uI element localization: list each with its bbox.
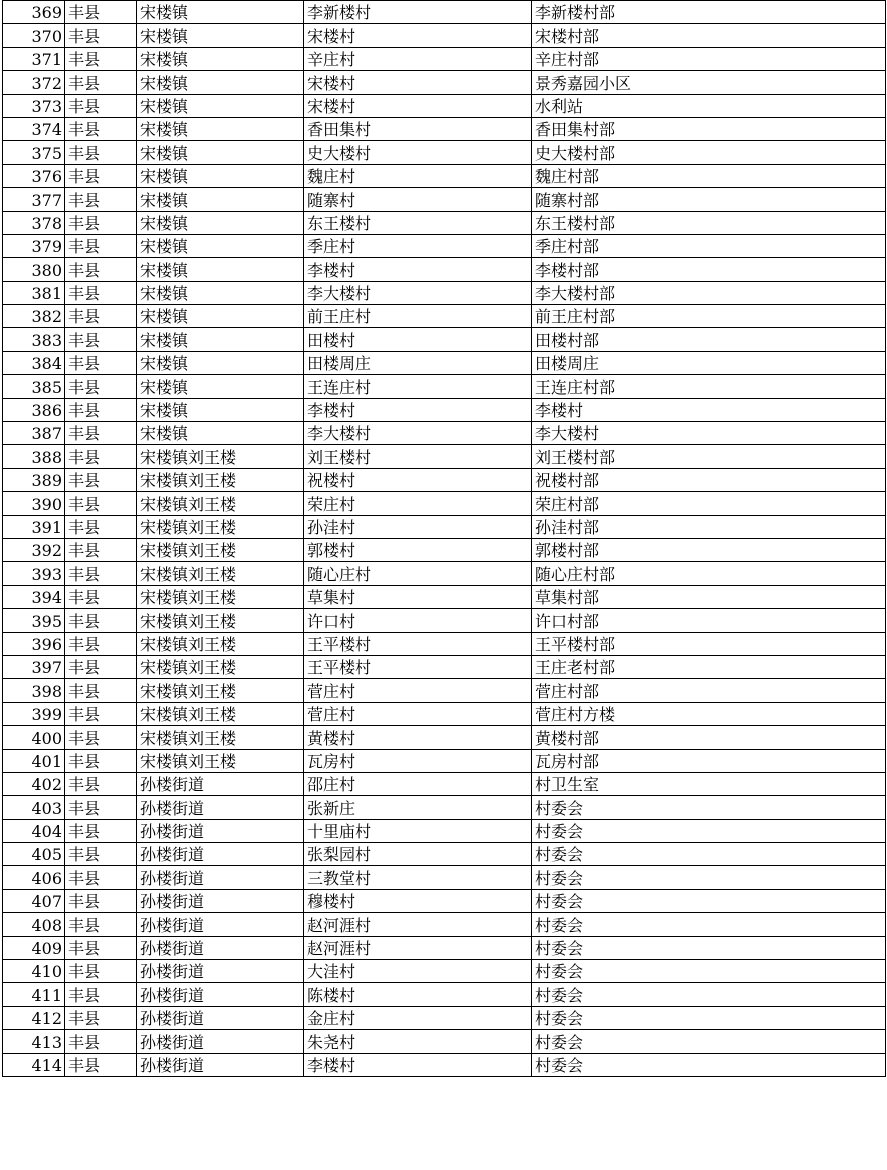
row-number-cell[interactable]: 371: [3, 47, 65, 70]
location-cell[interactable]: 李新楼村部: [532, 1, 886, 24]
village-cell[interactable]: 赵河涯村: [304, 936, 532, 959]
village-cell[interactable]: 赵河涯村: [304, 913, 532, 936]
location-cell[interactable]: 香田集村部: [532, 117, 886, 140]
town-cell[interactable]: 孙楼街道: [137, 843, 304, 866]
town-cell[interactable]: 孙楼街道: [137, 960, 304, 983]
village-cell[interactable]: 随寨村: [304, 188, 532, 211]
table-row: [3, 117, 886, 140]
row-number-cell[interactable]: 411: [3, 983, 65, 1006]
town-cell[interactable]: 宋楼镇: [137, 71, 304, 94]
row-number-cell[interactable]: 390: [3, 492, 65, 515]
table-row: [3, 164, 886, 187]
row-number-cell[interactable]: 379: [3, 234, 65, 257]
town-cell[interactable]: 宋楼镇刘王楼: [137, 655, 304, 678]
location-cell[interactable]: 荣庄村部: [532, 492, 886, 515]
row-number-cell[interactable]: 384: [3, 351, 65, 374]
table-row: [3, 94, 886, 117]
row-number-cell[interactable]: 391: [3, 515, 65, 538]
village-cell[interactable]: 孙洼村: [304, 515, 532, 538]
town-cell[interactable]: 宋楼镇: [137, 94, 304, 117]
row-number-cell[interactable]: 386: [3, 398, 65, 421]
row-number-cell[interactable]: 405: [3, 843, 65, 866]
table-row: [3, 328, 886, 351]
row-number-cell[interactable]: 383: [3, 328, 65, 351]
table-row: [3, 843, 886, 866]
county-cell[interactable]: 丰县: [65, 866, 137, 889]
village-cell[interactable]: 宋楼村: [304, 24, 532, 47]
location-cell[interactable]: 许口村部: [532, 609, 886, 632]
county-cell[interactable]: 丰县: [65, 1030, 137, 1053]
table-row: [3, 960, 886, 983]
village-cell[interactable]: 邵庄村: [304, 772, 532, 795]
village-cell[interactable]: 王连庄村: [304, 375, 532, 398]
county-cell[interactable]: 丰县: [65, 468, 137, 491]
county-cell[interactable]: 丰县: [65, 655, 137, 678]
location-cell[interactable]: 村委会: [532, 983, 886, 1006]
county-cell[interactable]: 丰县: [65, 188, 137, 211]
county-cell[interactable]: 丰县: [65, 585, 137, 608]
row-number-cell[interactable]: 382: [3, 305, 65, 328]
county-cell[interactable]: 丰县: [65, 328, 137, 351]
county-cell[interactable]: 丰县: [65, 422, 137, 445]
row-number-cell[interactable]: 376: [3, 164, 65, 187]
county-cell[interactable]: 丰县: [65, 889, 137, 912]
location-cell[interactable]: 季庄村部: [532, 234, 886, 257]
location-cell[interactable]: 村委会: [532, 936, 886, 959]
table-row: [3, 772, 886, 795]
table-row: [3, 24, 886, 47]
row-number-cell[interactable]: 389: [3, 468, 65, 491]
row-number-cell[interactable]: 402: [3, 772, 65, 795]
location-cell[interactable]: 村委会: [532, 913, 886, 936]
table-row: [3, 632, 886, 655]
row-number-cell[interactable]: 385: [3, 375, 65, 398]
table-row: [3, 375, 886, 398]
table-row: [3, 1053, 886, 1076]
location-cell[interactable]: 田楼村部: [532, 328, 886, 351]
location-cell[interactable]: 郭楼村部: [532, 538, 886, 561]
table-row: [3, 819, 886, 842]
county-cell[interactable]: 丰县: [65, 772, 137, 795]
county-cell[interactable]: 丰县: [65, 1053, 137, 1076]
village-cell[interactable]: 李新楼村: [304, 1, 532, 24]
location-cell[interactable]: 王庄老村部: [532, 655, 886, 678]
row-number-cell[interactable]: 369: [3, 1, 65, 24]
location-cell[interactable]: 王平楼村部: [532, 632, 886, 655]
table-row: [3, 258, 886, 281]
row-number-cell[interactable]: 401: [3, 749, 65, 772]
location-cell[interactable]: 菅庄村部: [532, 679, 886, 702]
location-cell[interactable]: 李大楼村部: [532, 281, 886, 304]
village-cell[interactable]: 朱尧村: [304, 1030, 532, 1053]
town-cell[interactable]: 孙楼街道: [137, 1053, 304, 1076]
row-number-cell[interactable]: 374: [3, 117, 65, 140]
table-row: [3, 351, 886, 374]
table-row: [3, 422, 886, 445]
row-number-cell[interactable]: 410: [3, 960, 65, 983]
row-number-cell[interactable]: 381: [3, 281, 65, 304]
town-cell[interactable]: 宋楼镇: [137, 351, 304, 374]
town-cell[interactable]: 宋楼镇刘王楼: [137, 538, 304, 561]
table-row: [3, 679, 886, 702]
location-cell[interactable]: 东王楼村部: [532, 211, 886, 234]
location-cell[interactable]: 菅庄村方楼: [532, 702, 886, 725]
table-row: [3, 889, 886, 912]
county-cell[interactable]: 丰县: [65, 211, 137, 234]
location-cell[interactable]: 宋楼村部: [532, 24, 886, 47]
location-cell[interactable]: 魏庄村部: [532, 164, 886, 187]
village-cell[interactable]: 大洼村: [304, 960, 532, 983]
village-cell[interactable]: 瓦房村: [304, 749, 532, 772]
village-cell[interactable]: 王平楼村: [304, 632, 532, 655]
row-number-cell[interactable]: 396: [3, 632, 65, 655]
table-row: [3, 492, 886, 515]
town-cell[interactable]: 孙楼街道: [137, 983, 304, 1006]
county-cell[interactable]: 丰县: [65, 702, 137, 725]
county-cell[interactable]: 丰县: [65, 796, 137, 819]
row-number-cell[interactable]: 406: [3, 866, 65, 889]
county-cell[interactable]: 丰县: [65, 305, 137, 328]
table-row: [3, 538, 886, 561]
village-cell[interactable]: 香田集村: [304, 117, 532, 140]
row-number-cell[interactable]: 373: [3, 94, 65, 117]
village-cell[interactable]: 金庄村: [304, 1006, 532, 1029]
county-cell[interactable]: 丰县: [65, 351, 137, 374]
town-cell[interactable]: 宋楼镇刘王楼: [137, 632, 304, 655]
table-row: [3, 983, 886, 1006]
town-cell[interactable]: 宋楼镇: [137, 211, 304, 234]
row-number-cell[interactable]: 387: [3, 422, 65, 445]
location-cell[interactable]: 辛庄村部: [532, 47, 886, 70]
town-cell[interactable]: 宋楼镇: [137, 422, 304, 445]
town-cell[interactable]: 宋楼镇刘王楼: [137, 609, 304, 632]
town-cell[interactable]: 宋楼镇: [137, 117, 304, 140]
row-number-cell[interactable]: 407: [3, 889, 65, 912]
location-cell[interactable]: 水利站: [532, 94, 886, 117]
location-cell[interactable]: 王连庄村部: [532, 375, 886, 398]
village-cell[interactable]: 王平楼村: [304, 655, 532, 678]
row-number-cell[interactable]: 399: [3, 702, 65, 725]
row-number-cell[interactable]: 388: [3, 445, 65, 468]
village-cell[interactable]: 张梨园村: [304, 843, 532, 866]
village-cell[interactable]: 随心庄村: [304, 562, 532, 585]
location-cell[interactable]: 草集村部: [532, 585, 886, 608]
location-cell[interactable]: 李楼村: [532, 398, 886, 421]
town-cell[interactable]: 宋楼镇刘王楼: [137, 726, 304, 749]
row-number-cell[interactable]: 403: [3, 796, 65, 819]
village-cell[interactable]: 东王楼村: [304, 211, 532, 234]
county-cell[interactable]: 丰县: [65, 936, 137, 959]
table-row: [3, 515, 886, 538]
town-cell[interactable]: 孙楼街道: [137, 772, 304, 795]
town-cell[interactable]: 孙楼街道: [137, 1006, 304, 1029]
table-row: [3, 71, 886, 94]
location-cell[interactable]: 村委会: [532, 889, 886, 912]
town-cell[interactable]: 孙楼街道: [137, 819, 304, 842]
county-cell[interactable]: 丰县: [65, 492, 137, 515]
row-number-cell[interactable]: 414: [3, 1053, 65, 1076]
town-cell[interactable]: 宋楼镇刘王楼: [137, 585, 304, 608]
row-number-cell[interactable]: 377: [3, 188, 65, 211]
town-cell[interactable]: 宋楼镇: [137, 47, 304, 70]
village-cell[interactable]: 前王庄村: [304, 305, 532, 328]
location-cell[interactable]: 景秀嘉园小区: [532, 71, 886, 94]
location-cell[interactable]: 刘王楼村部: [532, 445, 886, 468]
location-cell[interactable]: 田楼周庄: [532, 351, 886, 374]
town-cell[interactable]: 孙楼街道: [137, 866, 304, 889]
row-number-cell[interactable]: 395: [3, 609, 65, 632]
location-cell[interactable]: 村卫生室: [532, 772, 886, 795]
location-cell[interactable]: 黄楼村部: [532, 726, 886, 749]
location-cell[interactable]: 村委会: [532, 866, 886, 889]
village-cell[interactable]: 许口村: [304, 609, 532, 632]
town-cell[interactable]: 宋楼镇: [137, 258, 304, 281]
county-cell[interactable]: 丰县: [65, 632, 137, 655]
village-cell[interactable]: 宋楼村: [304, 94, 532, 117]
county-cell[interactable]: 丰县: [65, 679, 137, 702]
village-cell[interactable]: 宋楼村: [304, 71, 532, 94]
county-cell[interactable]: 丰县: [65, 1006, 137, 1029]
table-row: [3, 913, 886, 936]
table-row: [3, 726, 886, 749]
data-table: [2, 0, 886, 1077]
town-cell[interactable]: 孙楼街道: [137, 889, 304, 912]
table-row: [3, 47, 886, 70]
village-cell[interactable]: 荣庄村: [304, 492, 532, 515]
county-cell[interactable]: 丰县: [65, 843, 137, 866]
table-row: [3, 468, 886, 491]
table-row: [3, 655, 886, 678]
table-row: [3, 585, 886, 608]
county-cell[interactable]: 丰县: [65, 94, 137, 117]
village-cell[interactable]: 田楼村: [304, 328, 532, 351]
table-row: [3, 936, 886, 959]
table-row: [3, 866, 886, 889]
location-cell[interactable]: 随心庄村部: [532, 562, 886, 585]
county-cell[interactable]: 丰县: [65, 913, 137, 936]
town-cell[interactable]: 宋楼镇刘王楼: [137, 468, 304, 491]
table-row: [3, 1006, 886, 1029]
row-number-cell[interactable]: 372: [3, 71, 65, 94]
row-number-cell[interactable]: 378: [3, 211, 65, 234]
location-cell[interactable]: 村委会: [532, 960, 886, 983]
location-cell[interactable]: 村委会: [532, 1006, 886, 1029]
table-row: [3, 398, 886, 421]
row-number-cell[interactable]: 392: [3, 538, 65, 561]
county-cell[interactable]: 丰县: [65, 538, 137, 561]
county-cell[interactable]: 丰县: [65, 726, 137, 749]
table-row: [3, 1, 886, 24]
village-cell[interactable]: 菅庄村: [304, 679, 532, 702]
town-cell[interactable]: 宋楼镇: [137, 234, 304, 257]
village-cell[interactable]: 田楼周庄: [304, 351, 532, 374]
county-cell[interactable]: 丰县: [65, 141, 137, 164]
town-cell[interactable]: 孙楼街道: [137, 936, 304, 959]
row-number-cell[interactable]: 375: [3, 141, 65, 164]
row-number-cell[interactable]: 404: [3, 819, 65, 842]
table-row: [3, 141, 886, 164]
town-cell[interactable]: 宋楼镇: [137, 164, 304, 187]
location-cell[interactable]: 村委会: [532, 819, 886, 842]
location-cell[interactable]: 李大楼村: [532, 422, 886, 445]
town-cell[interactable]: 宋楼镇刘王楼: [137, 679, 304, 702]
village-cell[interactable]: 草集村: [304, 585, 532, 608]
town-cell[interactable]: 宋楼镇: [137, 375, 304, 398]
location-cell[interactable]: 祝楼村部: [532, 468, 886, 491]
town-cell[interactable]: 孙楼街道: [137, 1030, 304, 1053]
county-cell[interactable]: 丰县: [65, 24, 137, 47]
location-cell[interactable]: 前王庄村部: [532, 305, 886, 328]
town-cell[interactable]: 宋楼镇: [137, 141, 304, 164]
town-cell[interactable]: 宋楼镇: [137, 328, 304, 351]
town-cell[interactable]: 宋楼镇刘王楼: [137, 515, 304, 538]
village-cell[interactable]: 郭楼村: [304, 538, 532, 561]
village-cell[interactable]: 李楼村: [304, 258, 532, 281]
village-cell[interactable]: 十里庙村: [304, 819, 532, 842]
county-cell[interactable]: 丰县: [65, 281, 137, 304]
location-cell[interactable]: 村委会: [532, 1053, 886, 1076]
county-cell[interactable]: 丰县: [65, 445, 137, 468]
table-row: [3, 211, 886, 234]
row-number-cell[interactable]: 413: [3, 1030, 65, 1053]
town-cell[interactable]: 宋楼镇: [137, 188, 304, 211]
village-cell[interactable]: 李大楼村: [304, 281, 532, 304]
village-cell[interactable]: 刘王楼村: [304, 445, 532, 468]
village-cell[interactable]: 穆楼村: [304, 889, 532, 912]
row-number-cell[interactable]: 393: [3, 562, 65, 585]
county-cell[interactable]: 丰县: [65, 398, 137, 421]
town-cell[interactable]: 孙楼街道: [137, 913, 304, 936]
table-row: [3, 1030, 886, 1053]
town-cell[interactable]: 宋楼镇: [137, 1, 304, 24]
village-cell[interactable]: 季庄村: [304, 234, 532, 257]
location-cell[interactable]: 村委会: [532, 1030, 886, 1053]
county-cell[interactable]: 丰县: [65, 47, 137, 70]
village-cell[interactable]: 史大楼村: [304, 141, 532, 164]
county-cell[interactable]: 丰县: [65, 960, 137, 983]
county-cell[interactable]: 丰县: [65, 234, 137, 257]
village-cell[interactable]: 黄楼村: [304, 726, 532, 749]
table-row: [3, 445, 886, 468]
county-cell[interactable]: 丰县: [65, 819, 137, 842]
town-cell[interactable]: 宋楼镇刘王楼: [137, 562, 304, 585]
row-number-cell[interactable]: 409: [3, 936, 65, 959]
row-number-cell[interactable]: 412: [3, 1006, 65, 1029]
village-cell[interactable]: 张新庄: [304, 796, 532, 819]
town-cell[interactable]: 宋楼镇: [137, 281, 304, 304]
village-cell[interactable]: 三教堂村: [304, 866, 532, 889]
county-cell[interactable]: 丰县: [65, 515, 137, 538]
county-cell[interactable]: 丰县: [65, 375, 137, 398]
town-cell[interactable]: 宋楼镇: [137, 24, 304, 47]
village-cell[interactable]: 李楼村: [304, 1053, 532, 1076]
county-cell[interactable]: 丰县: [65, 117, 137, 140]
table-row: [3, 702, 886, 725]
county-cell[interactable]: 丰县: [65, 983, 137, 1006]
location-cell[interactable]: 村委会: [532, 843, 886, 866]
county-cell[interactable]: 丰县: [65, 71, 137, 94]
location-cell[interactable]: 孙洼村部: [532, 515, 886, 538]
town-cell[interactable]: 宋楼镇刘王楼: [137, 749, 304, 772]
location-cell[interactable]: 瓦房村部: [532, 749, 886, 772]
town-cell[interactable]: 孙楼街道: [137, 796, 304, 819]
row-number-cell[interactable]: 380: [3, 258, 65, 281]
county-cell[interactable]: 丰县: [65, 258, 137, 281]
row-number-cell[interactable]: 397: [3, 655, 65, 678]
row-number-cell[interactable]: 408: [3, 913, 65, 936]
location-cell[interactable]: 随寨村部: [532, 188, 886, 211]
village-cell[interactable]: 李楼村: [304, 398, 532, 421]
location-cell[interactable]: 村委会: [532, 796, 886, 819]
table-row: [3, 305, 886, 328]
village-cell[interactable]: 李大楼村: [304, 422, 532, 445]
table-row: [3, 562, 886, 585]
town-cell[interactable]: 宋楼镇刘王楼: [137, 702, 304, 725]
table-row: [3, 234, 886, 257]
county-cell[interactable]: 丰县: [65, 562, 137, 585]
county-cell[interactable]: 丰县: [65, 1, 137, 24]
row-number-cell[interactable]: 370: [3, 24, 65, 47]
town-cell[interactable]: 宋楼镇: [137, 398, 304, 421]
table-row: [3, 796, 886, 819]
row-number-cell[interactable]: 398: [3, 679, 65, 702]
location-cell[interactable]: 李楼村部: [532, 258, 886, 281]
county-cell[interactable]: 丰县: [65, 609, 137, 632]
table-row: [3, 188, 886, 211]
location-cell[interactable]: 史大楼村部: [532, 141, 886, 164]
village-cell[interactable]: 祝楼村: [304, 468, 532, 491]
village-cell[interactable]: 辛庄村: [304, 47, 532, 70]
town-cell[interactable]: 宋楼镇刘王楼: [137, 492, 304, 515]
county-cell[interactable]: 丰县: [65, 749, 137, 772]
table-body: [3, 1, 886, 1077]
village-cell[interactable]: 菅庄村: [304, 702, 532, 725]
table-row: [3, 609, 886, 632]
village-cell[interactable]: 陈楼村: [304, 983, 532, 1006]
row-number-cell[interactable]: 394: [3, 585, 65, 608]
row-number-cell[interactable]: 400: [3, 726, 65, 749]
town-cell[interactable]: 宋楼镇: [137, 305, 304, 328]
town-cell[interactable]: 宋楼镇刘王楼: [137, 445, 304, 468]
village-cell[interactable]: 魏庄村: [304, 164, 532, 187]
county-cell[interactable]: 丰县: [65, 164, 137, 187]
table-row: [3, 281, 886, 304]
table-row: [3, 749, 886, 772]
